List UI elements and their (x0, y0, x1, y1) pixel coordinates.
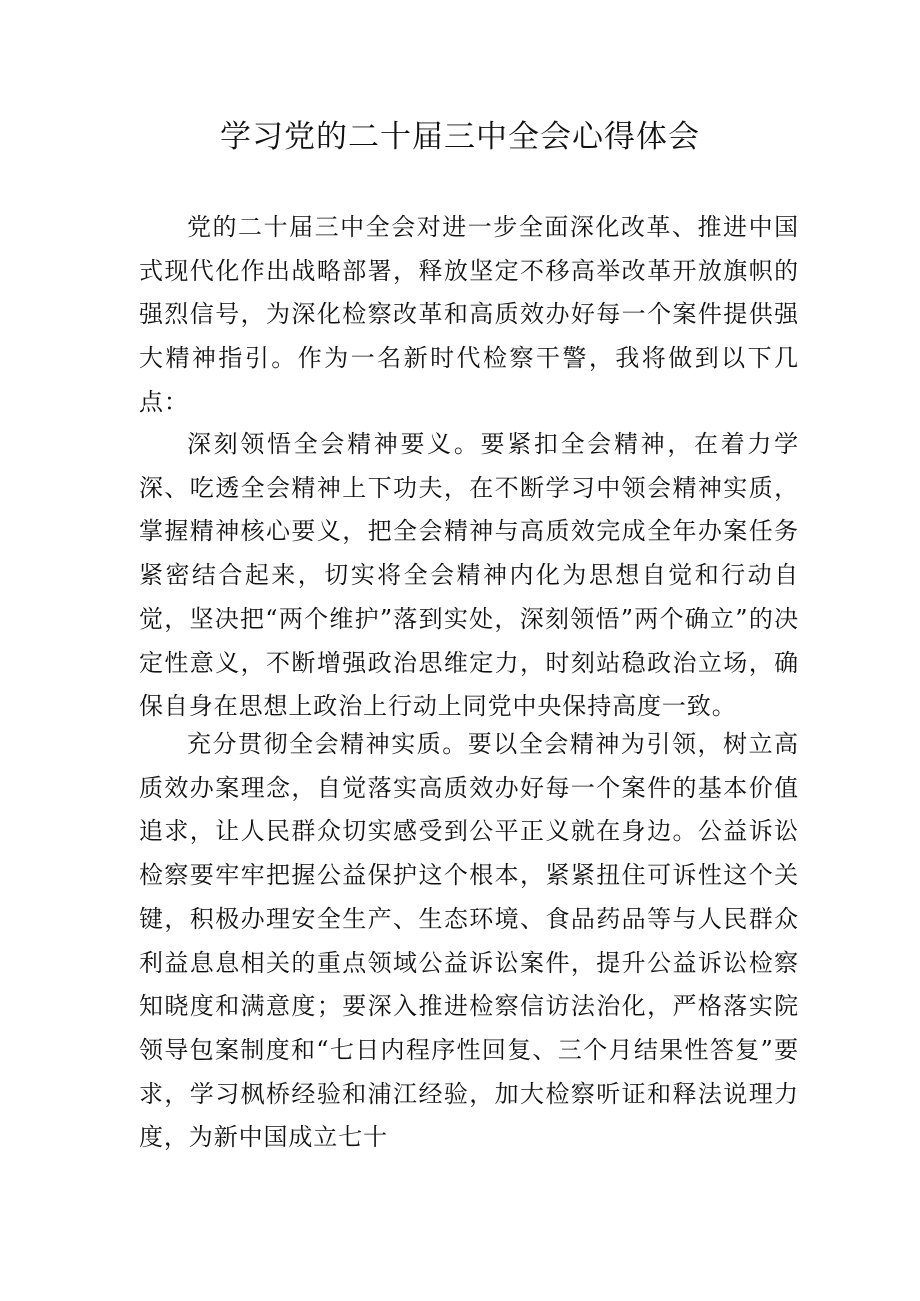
paragraph-understand-spirit: 深刻领悟全会精神要义。要紧扣全会精神，在着力学深、吃透全会精神上下功夫，在不断学习中领会精神实质，掌握精神核心要义，把全会精神与高质效完成全年办案任务紧密结合起来，切实将全会精神内化为思想自觉和行动自觉，坚决把“两个维护”落到实处，深刻领悟”两个确立”的决定性意义，不断增强政治思维定力，时刻站稳政治立场，确保自身在思想上政治上行动上同党中央保持高度一致。 (139, 430, 799, 721)
document-title: 学习党的二十届三中全会心得体会 (220, 119, 700, 155)
paragraph-implement-spirit: 充分贯彻全会精神实质。要以全会精神为引领，树立高质效办案理念，自觉落实高质效办好每一个案件的基本价值追求，让人民群众切实感受到公平正义就在身边。公益诉讼检察要牢牢把握公益保护这个根本，紧紧扭住可诉性这个关键，积极办理安全生产、生态环境、食品药品等与人民群众利益息息相关的重点领域公益诉讼案件，提升公益诉讼检察知晓度和满意度；要深入推进检察信访法治化，严格落实院领导包案制度和“七日内程序性回复、三个月结果性答复”要求，学习枫桥经验和浦江经验，加大检察听证和释法说理力度，为新中国成立七十 (139, 730, 799, 1152)
paragraph-intro: 党的二十届三中全会对进一步全面深化改革、推进中国式现代化作出战略部署，释放坚定不移高举改革开放旗帜的强烈信号，为深化检察改革和高质效办好每一个案件提供强大精神指引。作为一名新时代检察干警，我将做到以下几点： (139, 213, 799, 416)
